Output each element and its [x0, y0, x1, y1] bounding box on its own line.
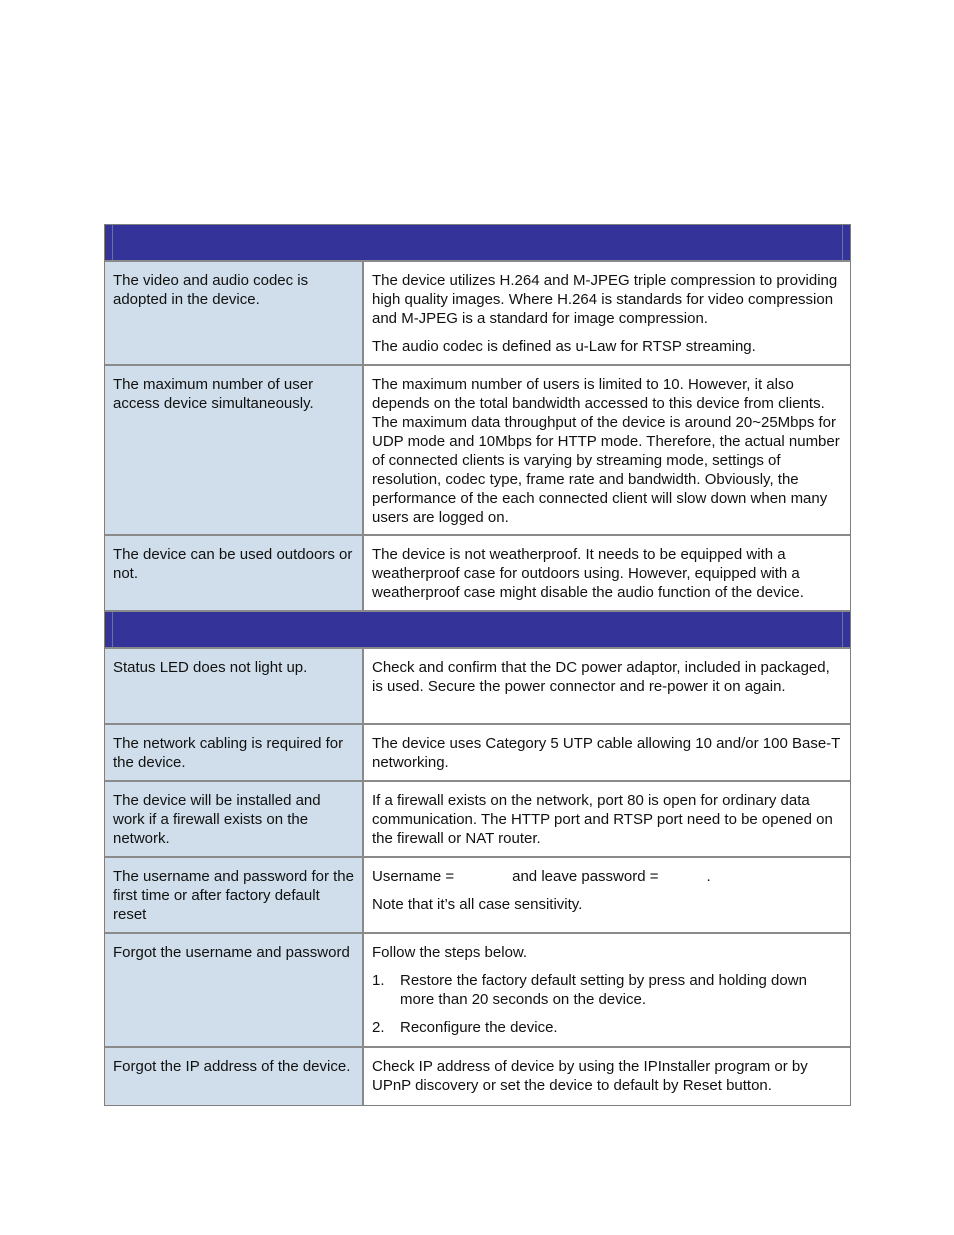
- answer-cell: [364, 366, 850, 534]
- answer-text: The device utilizes H.264 and M-JPEG triple compression to providing high quality images. Where H.264 is standards for video compression and M-JPEG is a standard for image compression.: [372, 272, 838, 327]
- step-number: 1.: [372, 972, 385, 989]
- table-row: [105, 725, 850, 782]
- answer-cell: [364, 1048, 850, 1105]
- answer-cell: [364, 649, 850, 723]
- answer-text: Note that it’s all case sensitivity.: [372, 896, 583, 913]
- table-row: [105, 858, 850, 934]
- step-number: 2.: [372, 1019, 385, 1036]
- section-header: [105, 612, 850, 649]
- question-cell: The maximum number of user access device simultaneously.: [105, 366, 364, 534]
- answer-cell: [364, 262, 850, 364]
- answer-text: The maximum number of users is limited to 10. However, it also depends on the total bandwidth accessed to this device from clients. The maximum data throughput of the device is around 20~25Mbps for UDP mode and 10Mbps for HTTP mode. Therefore, the actual number of connected clients is varying by streaming mode, settings of resolution, codec type, frame rate and bandwidth. Obviously, the performance of the each connected client will slow down when many users are logged on.: [372, 376, 840, 526]
- answer-cell: [364, 536, 850, 610]
- table-row: [105, 366, 850, 536]
- question-cell: Forgot the IP address of the device.: [105, 1048, 364, 1105]
- section-header: [105, 225, 850, 262]
- question-cell: The username and password for the first time or after factory default reset: [105, 858, 364, 932]
- credentials-line: [372, 867, 843, 886]
- answer-text: The audio codec is defined as u-Law for RTSP streaming.: [372, 338, 756, 355]
- password-label: and leave password =: [512, 868, 659, 885]
- question-cell: The device can be used outdoors or not.: [105, 536, 364, 610]
- question-cell: Forgot the username and password: [105, 934, 364, 1046]
- list-item: [372, 971, 843, 1009]
- answer-text: Follow the steps below.: [372, 944, 528, 961]
- table-row: [105, 536, 850, 612]
- answer-text: Check IP address of device by using the IPInstaller program or by UPnP discovery or set the device to default by Reset button.: [372, 1058, 808, 1094]
- answer-cell: [364, 782, 850, 856]
- question-cell: The device will be installed and work if a firewall exists on the network.: [105, 782, 364, 856]
- answer-text: The device is not weatherproof. It needs to be equipped with a weatherproof case for outdoors using. However, equipped with a weatherproof case might disable the audio function of the device.: [372, 546, 804, 601]
- step-text: Reconfigure the device.: [400, 1019, 558, 1036]
- question-cell: Status LED does not light up.: [105, 649, 364, 723]
- username-label: Username =: [372, 868, 455, 885]
- answer-text: The device uses Category 5 UTP cable allowing 10 and/or 100 Base-T networking.: [372, 735, 841, 771]
- question-cell: The video and audio codec is adopted in the device.: [105, 262, 364, 364]
- faq-table: [104, 224, 851, 1106]
- table-row: [105, 1048, 850, 1105]
- steps-list: [372, 971, 843, 1037]
- period: .: [706, 868, 711, 885]
- answer-text: If a firewall exists on the network, port 80 is open for ordinary data communication. The HTTP port and RTSP port need to be opened on the firewall or NAT router.: [372, 792, 833, 847]
- table-row: [105, 262, 850, 366]
- table-row: [105, 782, 850, 858]
- table-row: [105, 649, 850, 725]
- answer-cell: [364, 934, 850, 1046]
- step-text: Restore the factory default setting by press and holding down more than 20 seconds on the device.: [400, 972, 807, 1008]
- answer-cell: [364, 725, 850, 780]
- list-item: [372, 1018, 843, 1037]
- answer-cell: [364, 858, 850, 932]
- question-cell: The network cabling is required for the device.: [105, 725, 364, 780]
- table-row: [105, 934, 850, 1048]
- answer-text: Check and confirm that the DC power adaptor, included in packaged, is used. Secure the power connector and re-power it on again.: [372, 659, 830, 695]
